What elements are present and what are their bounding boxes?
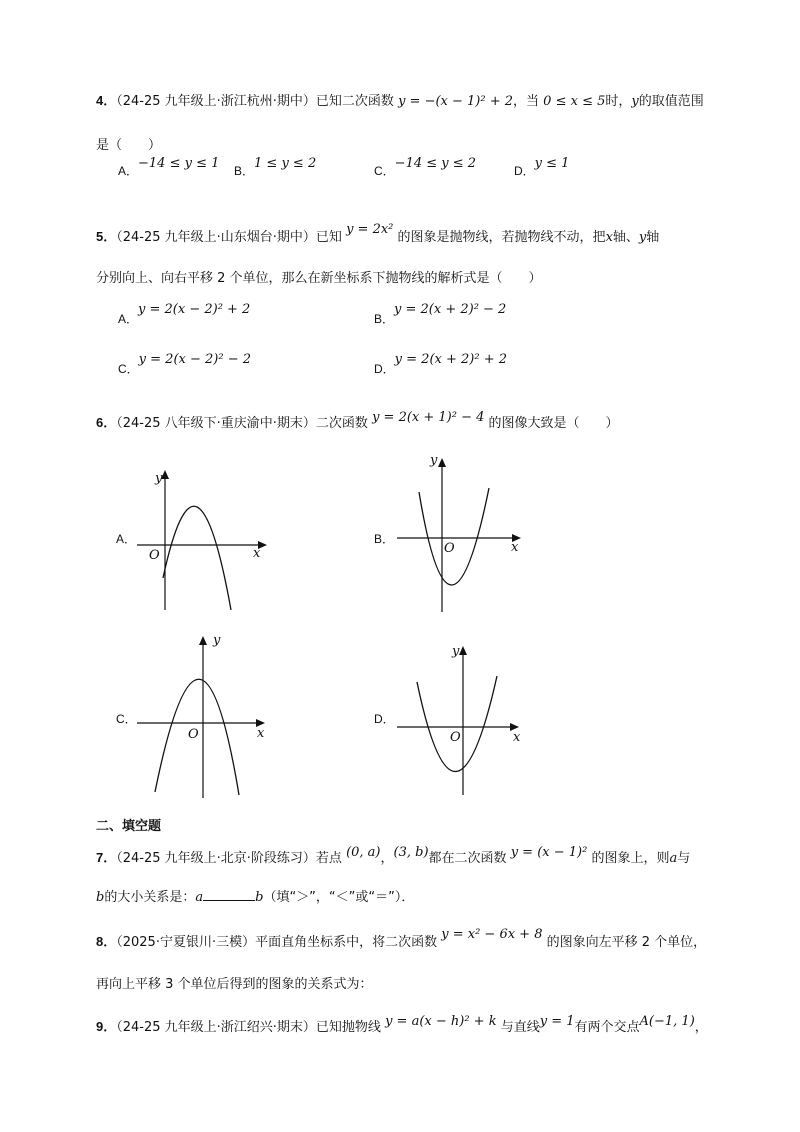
question-7-line1	[96, 847, 690, 866]
formula: y = x² − 6x + 8	[441, 927, 543, 942]
question-source: （2025·宁夏银川·三模）	[116, 935, 256, 950]
option-b[interactable]	[234, 156, 317, 179]
question-text: 与直线	[500, 1020, 540, 1035]
answer-blank[interactable]	[203, 888, 255, 901]
question-text: ，	[694, 1020, 708, 1035]
option-d[interactable]	[514, 156, 570, 179]
option-a[interactable]	[118, 156, 220, 179]
option-label: B．	[374, 312, 395, 326]
y-axis-label: y	[213, 633, 221, 648]
parabola	[163, 506, 231, 610]
graph-c-label[interactable]: C．	[116, 712, 137, 726]
graph-d-label[interactable]: D．	[374, 712, 395, 726]
origin-label: O	[450, 730, 461, 745]
option-c[interactable]	[118, 350, 251, 376]
line-equation: y = 1	[539, 1014, 575, 1029]
option-value: y = 2(x − 2)² + 2	[138, 302, 251, 317]
question-5-line2: 分别向上、向右平移 2 个单位，那么在新坐标系下抛物线的解析式是（ ）	[96, 271, 542, 286]
y-axis-label: y	[155, 471, 163, 486]
option-label: A．	[118, 164, 139, 178]
question-4-line2: 是（ ）	[96, 138, 162, 153]
separator: ，	[380, 851, 394, 866]
question-source: （24-25 九年级上·山东烟台·期中）	[116, 230, 316, 245]
option-value: y = 2(x + 2)² + 2	[394, 352, 507, 367]
variable: y	[638, 230, 647, 245]
question-text: 有两个交点	[574, 1020, 640, 1035]
option-d[interactable]	[374, 350, 507, 376]
option-value: 1 ≤ y ≤ 2	[254, 156, 317, 171]
formula: y = a(x − h)² + k	[385, 1014, 497, 1029]
question-text: 平面直角坐标系中，将二次函数	[255, 935, 438, 950]
option-b[interactable]	[374, 300, 507, 326]
option-value: −14 ≤ y ≤ 1	[138, 156, 220, 171]
formula: y = 2(x + 1)² − 4	[372, 410, 485, 425]
origin-label: O	[188, 727, 199, 742]
question-5-line1	[96, 222, 660, 245]
origin-label: O	[444, 541, 455, 556]
question-4-line1	[96, 90, 704, 109]
graph-b[interactable]	[395, 450, 530, 620]
formula: y = −(x − 1)² + 2	[398, 94, 514, 109]
graph-a[interactable]	[135, 460, 275, 620]
section-title: 二、填空题	[96, 819, 162, 834]
question-text: 与	[677, 851, 691, 866]
question-text: 轴	[646, 230, 660, 245]
x-axis-label: x	[253, 546, 261, 561]
option-label: C．	[118, 362, 139, 376]
option-label: C．	[374, 164, 395, 178]
option-c[interactable]	[374, 156, 477, 179]
question-text: 若点	[315, 851, 342, 866]
parabola	[417, 676, 497, 772]
origin-label: O	[149, 548, 160, 563]
question-6-line1	[96, 412, 619, 431]
question-8-line1	[96, 927, 707, 950]
variable: b	[96, 890, 105, 905]
question-8-line2: 再向上平移 3 个单位后得到的图象的关系式为：	[96, 977, 373, 992]
question-text: 已知抛物线	[315, 1020, 381, 1035]
question-text: 时，	[605, 94, 632, 109]
question-number: 8．	[96, 934, 117, 949]
x-axis-label: x	[511, 540, 519, 555]
formula: 0 ≤ x ≤ 5	[543, 94, 606, 109]
y-axis-arrow-icon	[438, 458, 446, 467]
question-7-line2	[96, 886, 414, 905]
question-text: 的大小关系是：	[104, 890, 196, 905]
question-number: 4．	[96, 93, 117, 108]
graph-c[interactable]	[135, 630, 275, 800]
parabola	[419, 488, 489, 585]
option-label: B．	[234, 164, 255, 178]
question-text: 都在二次函数	[428, 851, 507, 866]
graph-a-label[interactable]: A．	[116, 532, 137, 546]
point: A(−1, 1)	[639, 1014, 695, 1029]
y-axis-arrow-icon	[199, 636, 207, 645]
question-text: ，当	[513, 94, 540, 109]
option-value: y = 2(x + 2)² − 2	[394, 302, 507, 317]
option-value: −14 ≤ y ≤ 2	[394, 156, 477, 171]
variable: a	[195, 890, 204, 905]
y-axis-arrow-icon	[459, 646, 467, 655]
point-2: (3, b)	[393, 845, 429, 860]
question-number: 9．	[96, 1019, 117, 1034]
question-text: 的取值范围	[638, 94, 704, 109]
question-text: 的图象是抛物线，若抛物线不动，把	[397, 230, 606, 245]
variable: b	[255, 890, 264, 905]
option-value: y ≤ 1	[534, 156, 570, 171]
option-label: D．	[514, 164, 535, 178]
question-text: （填“＞”，“＜”或“＝”）．	[263, 890, 415, 905]
question-text: 已知二次函数	[315, 94, 394, 109]
option-value: y = 2(x − 2)² − 2	[138, 352, 251, 367]
question-source: （24-25 九年级上·浙江绍兴·期末）	[116, 1020, 316, 1035]
option-label: D．	[374, 362, 395, 376]
y-axis-label: y	[430, 453, 438, 468]
graph-d[interactable]	[395, 640, 530, 800]
variable: y	[631, 94, 639, 109]
option-a[interactable]	[118, 300, 251, 326]
formula: y = 2x²	[346, 222, 394, 237]
variable: x	[605, 230, 613, 245]
question-number: 5．	[96, 229, 117, 244]
question-source: （24-25 九年级上·北京·阶段练习）	[116, 851, 316, 866]
formula: y = (x − 1)²	[510, 845, 588, 860]
point-1: (0, a)	[346, 845, 381, 860]
question-text: 的图像大致是（ ）	[488, 416, 619, 431]
question-number: 6．	[96, 415, 117, 430]
option-label: A．	[118, 312, 139, 326]
x-axis-label: x	[513, 730, 521, 745]
question-text: 的图象向左平移 2 个单位，	[546, 935, 707, 950]
question-text: 的图象上，则	[591, 851, 670, 866]
question-9-line1	[96, 1016, 708, 1035]
variable: a	[669, 851, 678, 866]
question-text: 二次函数	[315, 416, 368, 431]
y-axis-label: y	[452, 644, 460, 659]
x-axis-label: x	[257, 726, 265, 741]
question-number: 7．	[96, 850, 117, 865]
graph-b-label[interactable]: B．	[374, 532, 395, 546]
question-text: 轴、	[612, 230, 639, 245]
question-source: （24-25 九年级上·浙江杭州·期中）	[116, 94, 316, 109]
question-source: （24-25 八年级下·重庆渝中·期末）	[116, 416, 316, 431]
question-text: 已知	[315, 230, 342, 245]
